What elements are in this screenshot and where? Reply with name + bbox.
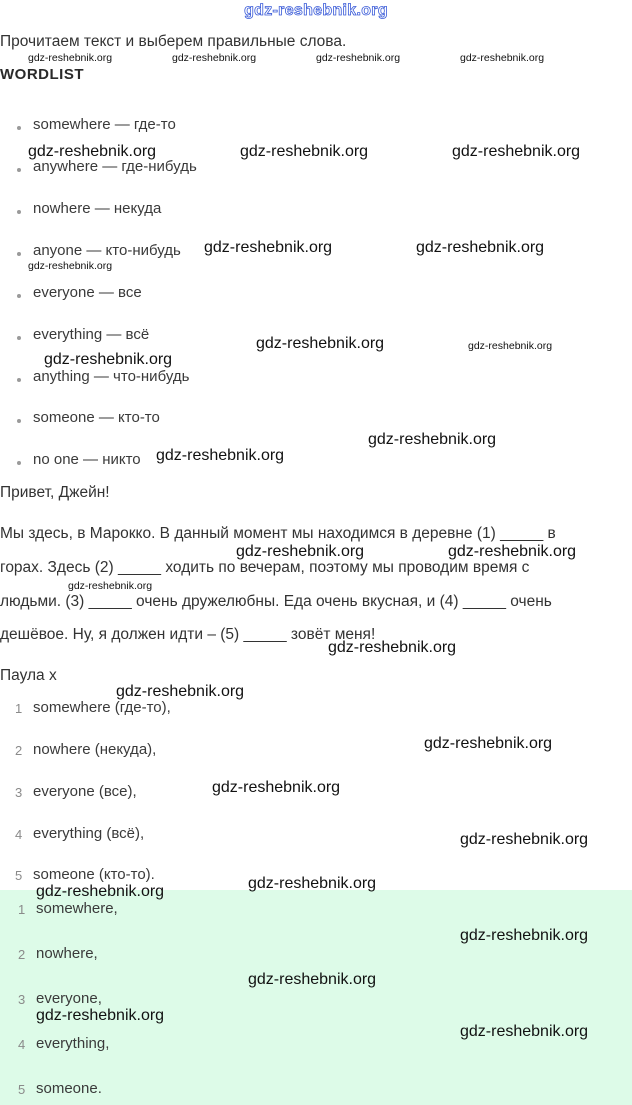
watermark: gdz-reshebnik.org (248, 971, 377, 988)
answer-number: 3 (18, 992, 26, 1007)
watermark: gdz-reshebnik.org (460, 831, 589, 848)
wordlist-item: anywhere — где-нибудь (33, 158, 197, 175)
answer-item: nowhere (некуда), (33, 741, 157, 758)
watermark: gdz-reshebnik.org (460, 1023, 589, 1040)
watermark: gdz-reshebnik.org (36, 1007, 165, 1024)
wordlist-heading: WORDLIST (0, 66, 84, 83)
bullet-icon (17, 294, 21, 298)
wordlist-item: everything — всё (33, 326, 150, 343)
watermark: gdz-reshebnik.org (156, 447, 285, 464)
watermark: gdz-reshebnik.org (468, 340, 553, 352)
watermark: gdz-reshebnik.org (452, 143, 581, 160)
watermark: gdz-reshebnik.org (172, 52, 257, 64)
wordlist-item: no one — никто (33, 451, 141, 468)
answer-number: 3 (15, 785, 23, 800)
answer-number: 2 (18, 947, 26, 962)
watermark: gdz-reshebnik.org (204, 239, 333, 256)
answer-number: 4 (18, 1037, 26, 1052)
watermark: gdz-reshebnik.org (240, 143, 369, 160)
watermark: gdz-reshebnik.org (68, 580, 153, 592)
answer-item: somewhere, (36, 900, 118, 917)
watermark: gdz-reshebnik.org (36, 883, 165, 900)
bullet-icon (17, 378, 21, 382)
site-header[interactable]: gdz-reshebnik.org (244, 2, 388, 19)
watermark: gdz-reshebnik.org (368, 431, 497, 448)
wordlist-item: everyone — все (33, 284, 142, 301)
watermark: gdz-reshebnik.org (460, 52, 545, 64)
bullet-icon (17, 336, 21, 340)
bullet-icon (17, 252, 21, 256)
answer-number: 5 (18, 1082, 26, 1097)
answer-item: somewhere (где-то), (33, 699, 171, 716)
answer-item: everything, (36, 1035, 110, 1052)
answer-number: 5 (15, 868, 23, 883)
letter-line: Мы здесь, в Марокко. В данный момент мы находимся в деревне (1) _____ в (0, 525, 556, 542)
bullet-icon (17, 419, 21, 423)
watermark: gdz-reshebnik.org (416, 239, 545, 256)
bullet-icon (17, 168, 21, 172)
answer-number: 4 (15, 827, 23, 842)
watermark: gdz-reshebnik.org (28, 52, 113, 64)
bullet-icon (17, 210, 21, 214)
letter-line: горах. Здесь (2) _____ ходить по вечерам, поэтому мы проводим время с (0, 559, 530, 576)
wordlist-item: somewhere — где-то (33, 116, 176, 133)
instruction-text: Прочитаем текст и выберем правильные слова. (0, 33, 347, 50)
answer-item: everything (всё), (33, 825, 145, 842)
bullet-icon (17, 126, 21, 130)
letter-line: дешёвое. Ну, я должен идти – (5) _____ зовёт меня! (0, 626, 376, 643)
wordlist-item: nowhere — некуда (33, 200, 162, 217)
letter-line: людьми. (3) _____ очень дружелюбны. Еда очень вкусная, и (4) _____ очень (0, 593, 552, 610)
answer-item: someone. (36, 1080, 102, 1097)
watermark: gdz-reshebnik.org (316, 52, 401, 64)
watermark: gdz-reshebnik.org (116, 683, 245, 700)
answer-item: someone (кто-то). (33, 866, 155, 883)
watermark: gdz-reshebnik.org (248, 875, 377, 892)
watermark: gdz-reshebnik.org (28, 260, 113, 272)
watermark: gdz-reshebnik.org (212, 779, 341, 796)
wordlist-item: someone — кто-то (33, 409, 160, 426)
wordlist-item: anything — что-нибудь (33, 368, 190, 385)
answer-item: everyone (все), (33, 783, 137, 800)
watermark: gdz-reshebnik.org (460, 927, 589, 944)
answer-item: nowhere, (36, 945, 98, 962)
watermark: gdz-reshebnik.org (236, 543, 365, 560)
answer-item: everyone, (36, 990, 102, 1007)
watermark: gdz-reshebnik.org (424, 735, 553, 752)
letter-signature: Паула х (0, 667, 57, 684)
answer-number: 1 (15, 701, 23, 716)
watermark: gdz-reshebnik.org (328, 639, 457, 656)
letter-greeting: Привет, Джейн! (0, 484, 110, 501)
bullet-icon (17, 461, 21, 465)
watermark: gdz-reshebnik.org (28, 143, 157, 160)
watermark: gdz-reshebnik.org (448, 543, 577, 560)
answer-number: 1 (18, 902, 26, 917)
answer-number: 2 (15, 743, 23, 758)
watermark: gdz-reshebnik.org (256, 335, 385, 352)
watermark: gdz-reshebnik.org (44, 351, 173, 368)
wordlist-item: anyone — кто-нибудь (33, 242, 181, 259)
